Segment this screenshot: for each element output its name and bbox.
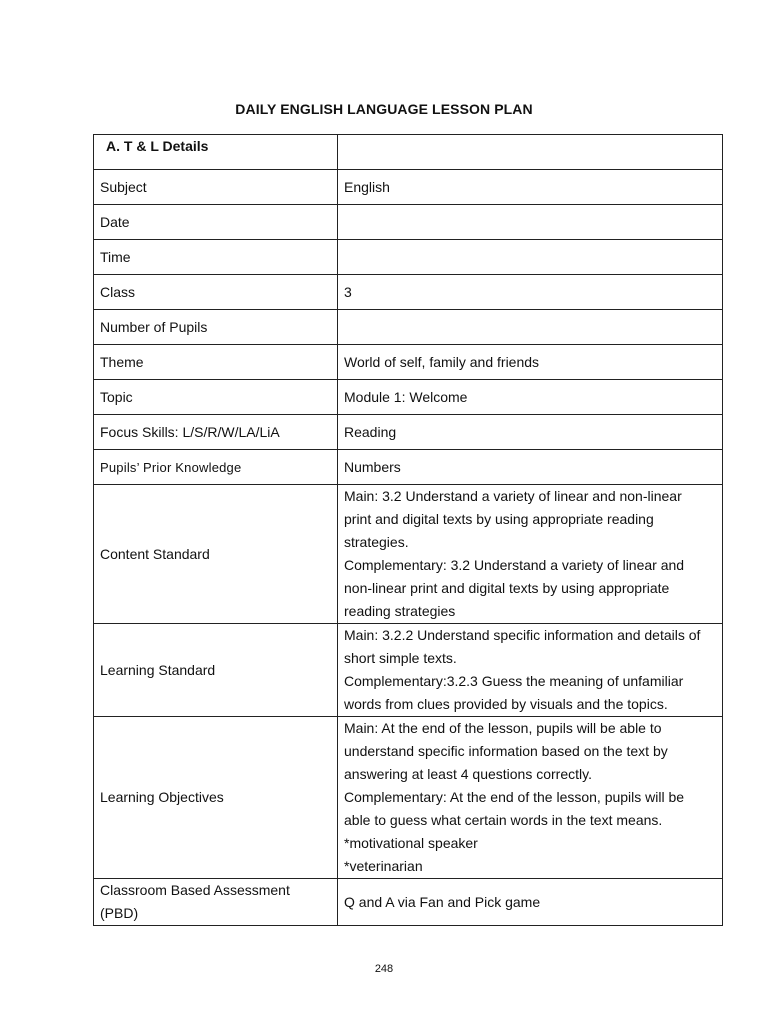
learning-objectives-line: understand specific information based on the text by bbox=[344, 743, 668, 759]
learning-standard-label: Learning Standard bbox=[94, 624, 338, 717]
content-standard-line: reading strategies bbox=[344, 603, 456, 619]
row-value: Numbers bbox=[338, 450, 723, 485]
content-standard-line: Main: 3.2 Understand a variety of linear and non-linear bbox=[344, 488, 682, 504]
row-label: Class bbox=[94, 275, 338, 310]
learning-objectives-line: Main: At the end of the lesson, pupils will be able to bbox=[344, 720, 662, 736]
content-standard-line: non-linear print and digital texts by using appropriate bbox=[344, 580, 670, 596]
section-header-cell bbox=[94, 135, 338, 170]
content-standard-value bbox=[338, 485, 723, 624]
row-value bbox=[338, 240, 723, 275]
assessment-value: Q and A via Fan and Pick game bbox=[338, 879, 723, 926]
assessment-row bbox=[94, 879, 723, 926]
row-value: Module 1: Welcome bbox=[338, 380, 723, 415]
table-row bbox=[94, 240, 723, 275]
learning-standard-value bbox=[338, 624, 723, 717]
table-row bbox=[94, 380, 723, 415]
row-label: Number of Pupils bbox=[94, 310, 338, 345]
content-standard-line: strategies. bbox=[344, 534, 409, 550]
section-header-empty-cell bbox=[338, 135, 723, 170]
learning-objectives-value bbox=[338, 717, 723, 879]
assessment-label bbox=[94, 879, 338, 926]
page-number: 248 bbox=[374, 963, 394, 975]
learning-objectives-label: Learning Objectives bbox=[94, 717, 338, 879]
table-row bbox=[94, 415, 723, 450]
row-label: Subject bbox=[94, 170, 338, 205]
table-row bbox=[94, 310, 723, 345]
row-label: Date bbox=[94, 205, 338, 240]
content-standard-line: Complementary: 3.2 Understand a variety of linear and bbox=[344, 557, 685, 573]
learning-standard-line: short simple texts. bbox=[344, 650, 457, 666]
learning-standard-line: Complementary:3.2.3 Guess the meaning of unfamiliar bbox=[344, 673, 684, 689]
row-label: Topic bbox=[94, 380, 338, 415]
row-label: Pupils’ Prior Knowledge bbox=[94, 450, 338, 485]
content-standard-row bbox=[94, 485, 723, 624]
learning-objectives-line: *motivational speaker bbox=[344, 835, 478, 851]
learning-objectives-line: Complementary: At the end of the lesson, pupils will be bbox=[344, 789, 685, 805]
content-standard-label: Content Standard bbox=[94, 485, 338, 624]
row-value: Reading bbox=[338, 415, 723, 450]
table-row bbox=[94, 205, 723, 240]
learning-objectives-line: answering at least 4 questions correctly. bbox=[344, 766, 592, 782]
lesson-plan-table bbox=[93, 134, 723, 926]
table-header-row bbox=[94, 135, 723, 170]
learning-standard-line: words from clues provided by visuals and the topics. bbox=[344, 696, 668, 712]
learning-objectives-line: *veterinarian bbox=[344, 858, 423, 874]
row-value bbox=[338, 310, 723, 345]
table-row bbox=[94, 345, 723, 380]
assessment-label-line: (PBD) bbox=[100, 905, 139, 921]
table-row bbox=[94, 170, 723, 205]
content-standard-line: print and digital texts by using appropriate reading bbox=[344, 511, 654, 527]
table-row bbox=[94, 275, 723, 310]
learning-standard-row bbox=[94, 624, 723, 717]
section-header: A. T & L Details bbox=[106, 138, 209, 154]
row-value: 3 bbox=[338, 275, 723, 310]
row-value: World of self, family and friends bbox=[338, 345, 723, 380]
learning-objectives-row bbox=[94, 717, 723, 879]
row-label: Focus Skills: L/S/R/W/LA/LiA bbox=[94, 415, 338, 450]
assessment-label-line: Classroom Based Assessment bbox=[100, 882, 290, 898]
learning-standard-line: Main: 3.2.2 Understand specific information and details of bbox=[344, 627, 701, 643]
row-label: Time bbox=[94, 240, 338, 275]
row-value: English bbox=[338, 170, 723, 205]
document-title: DAILY ENGLISH LANGUAGE LESSON PLAN bbox=[235, 101, 533, 117]
row-label: Theme bbox=[94, 345, 338, 380]
learning-objectives-line: able to guess what certain words in the text means. bbox=[344, 812, 663, 828]
row-value bbox=[338, 205, 723, 240]
table-row bbox=[94, 450, 723, 485]
